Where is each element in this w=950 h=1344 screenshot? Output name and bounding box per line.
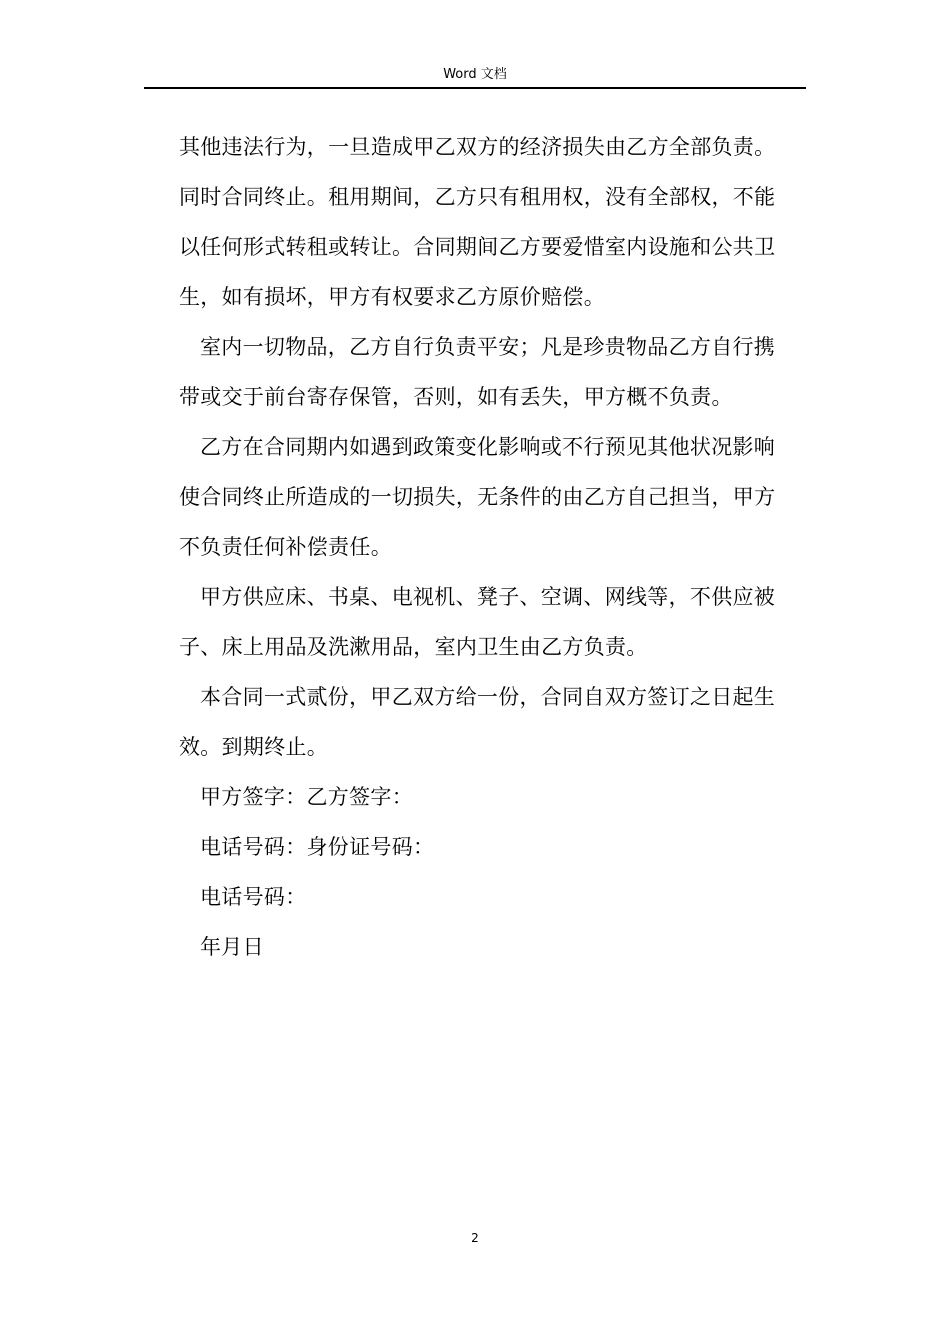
date-line: 年月日 — [200, 935, 264, 959]
document-body — [179, 131, 809, 981]
paragraph-line: 本合同一式贰份，甲乙双方给一份，合同自双方签订之日起生 — [200, 685, 776, 709]
phone-id-line: 电话号码：身份证号码： — [200, 835, 435, 859]
paragraph-line: 不负责任何补偿责任。 — [179, 535, 392, 559]
paragraph-line: 以任何形式转租或转让。合同期间乙方要爱惜室内设施和公共卫 — [179, 235, 776, 259]
phone-line: 电话号码： — [200, 885, 307, 909]
paragraph-line: 其他违法行为，一旦造成甲乙双方的经济损失由乙方全部负责。 — [179, 135, 776, 159]
paragraph-line: 同时合同终止。租用期间，乙方只有租用权，没有全部权，不能 — [179, 185, 776, 209]
page-number: 2 — [471, 1231, 479, 1245]
header-divider — [144, 87, 806, 89]
paragraph-line: 甲方供应床、书桌、电视机、凳子、空调、网线等，不供应被 — [200, 585, 776, 609]
paragraph-line: 带或交于前台寄存保管，否则，如有丢失，甲方概不负责。 — [179, 385, 733, 409]
paragraph-line: 乙方在合同期内如遇到政策变化影响或不行预见其他状况影响 — [200, 435, 776, 459]
paragraph-line: 使合同终止所造成的一切损失，无条件的由乙方自己担当，甲方 — [179, 485, 776, 509]
signature-line-party-a-b: 甲方签字：乙方签字： — [200, 785, 413, 809]
paragraph-line: 生，如有损坏，甲方有权要求乙方原价赔偿。 — [179, 285, 605, 309]
paragraph-line: 效。到期终止。 — [179, 735, 329, 759]
paragraph-line: 室内一切物品，乙方自行负责平安；凡是珍贵物品乙方自行携 — [200, 335, 776, 359]
paragraph-line: 子、床上用品及洗漱用品，室内卫生由乙方负责。 — [179, 635, 648, 659]
page-header-title: Word 文档 — [443, 67, 507, 82]
